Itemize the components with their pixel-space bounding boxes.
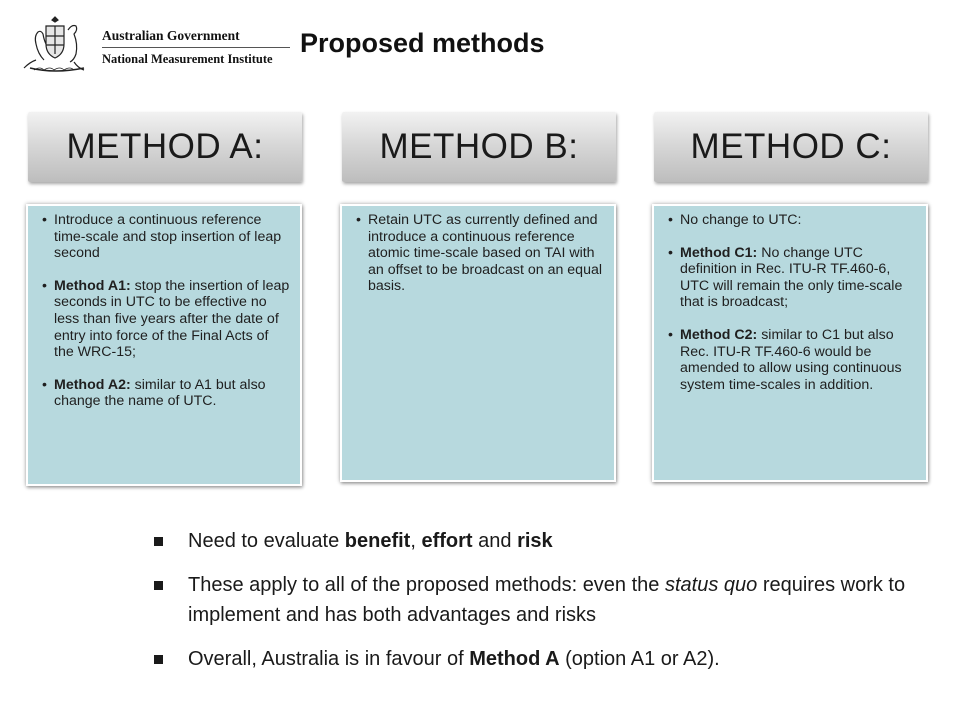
- item-lead: Method A1:: [54, 277, 131, 294]
- text: ,: [410, 530, 422, 552]
- square-bullet-icon: [154, 581, 163, 590]
- summary-point-favour: [152, 644, 932, 674]
- square-bullet-icon: [154, 537, 163, 546]
- list-item: [40, 377, 290, 410]
- text: These apply to all of the proposed methods: even the: [188, 574, 665, 596]
- text: and: [472, 530, 518, 552]
- item-text: similar to A1 but also change the name of UTC.: [54, 376, 266, 410]
- list-item: [40, 212, 290, 262]
- item-text: stop the insertion of leap seconds in UTC to be effective no less than five years after the date of entry into force of the Final Acts of the WRC-15;: [54, 277, 290, 361]
- emphasis: status quo: [664, 574, 758, 596]
- item-text: Introduce a continuous reference time-scale and stop insertion of leap second: [54, 212, 282, 262]
- logo-line-2: National Measurement Institute: [102, 52, 273, 66]
- method-a-list: [40, 212, 290, 410]
- method-a-heading: METHOD A:: [66, 127, 264, 166]
- method-c-box: [652, 204, 928, 482]
- summary-point-evaluate: [152, 526, 932, 556]
- list-item: [354, 212, 604, 295]
- coat-of-arms-icon: [22, 16, 92, 74]
- method-b-header: [342, 112, 616, 182]
- method-b-heading: METHOD B:: [379, 127, 579, 166]
- method-b-list: [354, 212, 604, 295]
- logo-divider: [102, 47, 290, 48]
- item-lead: Method C1:: [680, 244, 758, 261]
- logo-line-1: Australian Government: [102, 28, 240, 43]
- item-lead: Method A2:: [54, 376, 131, 393]
- method-a-box: [26, 204, 302, 486]
- method-c-heading: METHOD C:: [690, 127, 892, 166]
- item-text: No change to UTC:: [680, 212, 802, 228]
- summary-points: [152, 526, 932, 688]
- page-title: Proposed methods: [300, 28, 545, 58]
- emphasis: effort: [421, 530, 473, 552]
- summary-point-apply: [152, 570, 932, 630]
- method-b-box: [340, 204, 616, 482]
- text: Need to evaluate: [188, 530, 345, 552]
- item-text: similar to C1 but also Rec. ITU-R TF.460-6 would be amended to allow using continuous system time-scales in addition.: [680, 326, 902, 393]
- emphasis: risk: [517, 530, 553, 552]
- list-item: [666, 212, 916, 229]
- list-item: [666, 245, 916, 311]
- list-item: [666, 327, 916, 393]
- list-item: [40, 278, 290, 361]
- australian-government-logo: [22, 14, 272, 76]
- item-text: Retain UTC as currently defined and introduce a continuous reference atomic time-scale based on TAI with an offset to be broadcast on an equal basis.: [368, 212, 603, 295]
- item-text: No change UTC definition in Rec. ITU-R TF.460-6, UTC will remain the only time-scale that is broadcast;: [680, 244, 903, 311]
- emphasis: benefit: [344, 530, 411, 552]
- text: (option A1 or A2).: [559, 648, 720, 670]
- text: requires work to implement and has both advantages and risks: [188, 574, 906, 626]
- item-lead: Method C2:: [680, 326, 758, 343]
- emphasis: Method A: [469, 648, 560, 670]
- square-bullet-icon: [154, 655, 163, 664]
- method-c-header: [654, 112, 928, 182]
- method-a-header: [28, 112, 302, 182]
- text: Overall, Australia is in favour of: [188, 648, 470, 670]
- method-c-list: [666, 212, 916, 393]
